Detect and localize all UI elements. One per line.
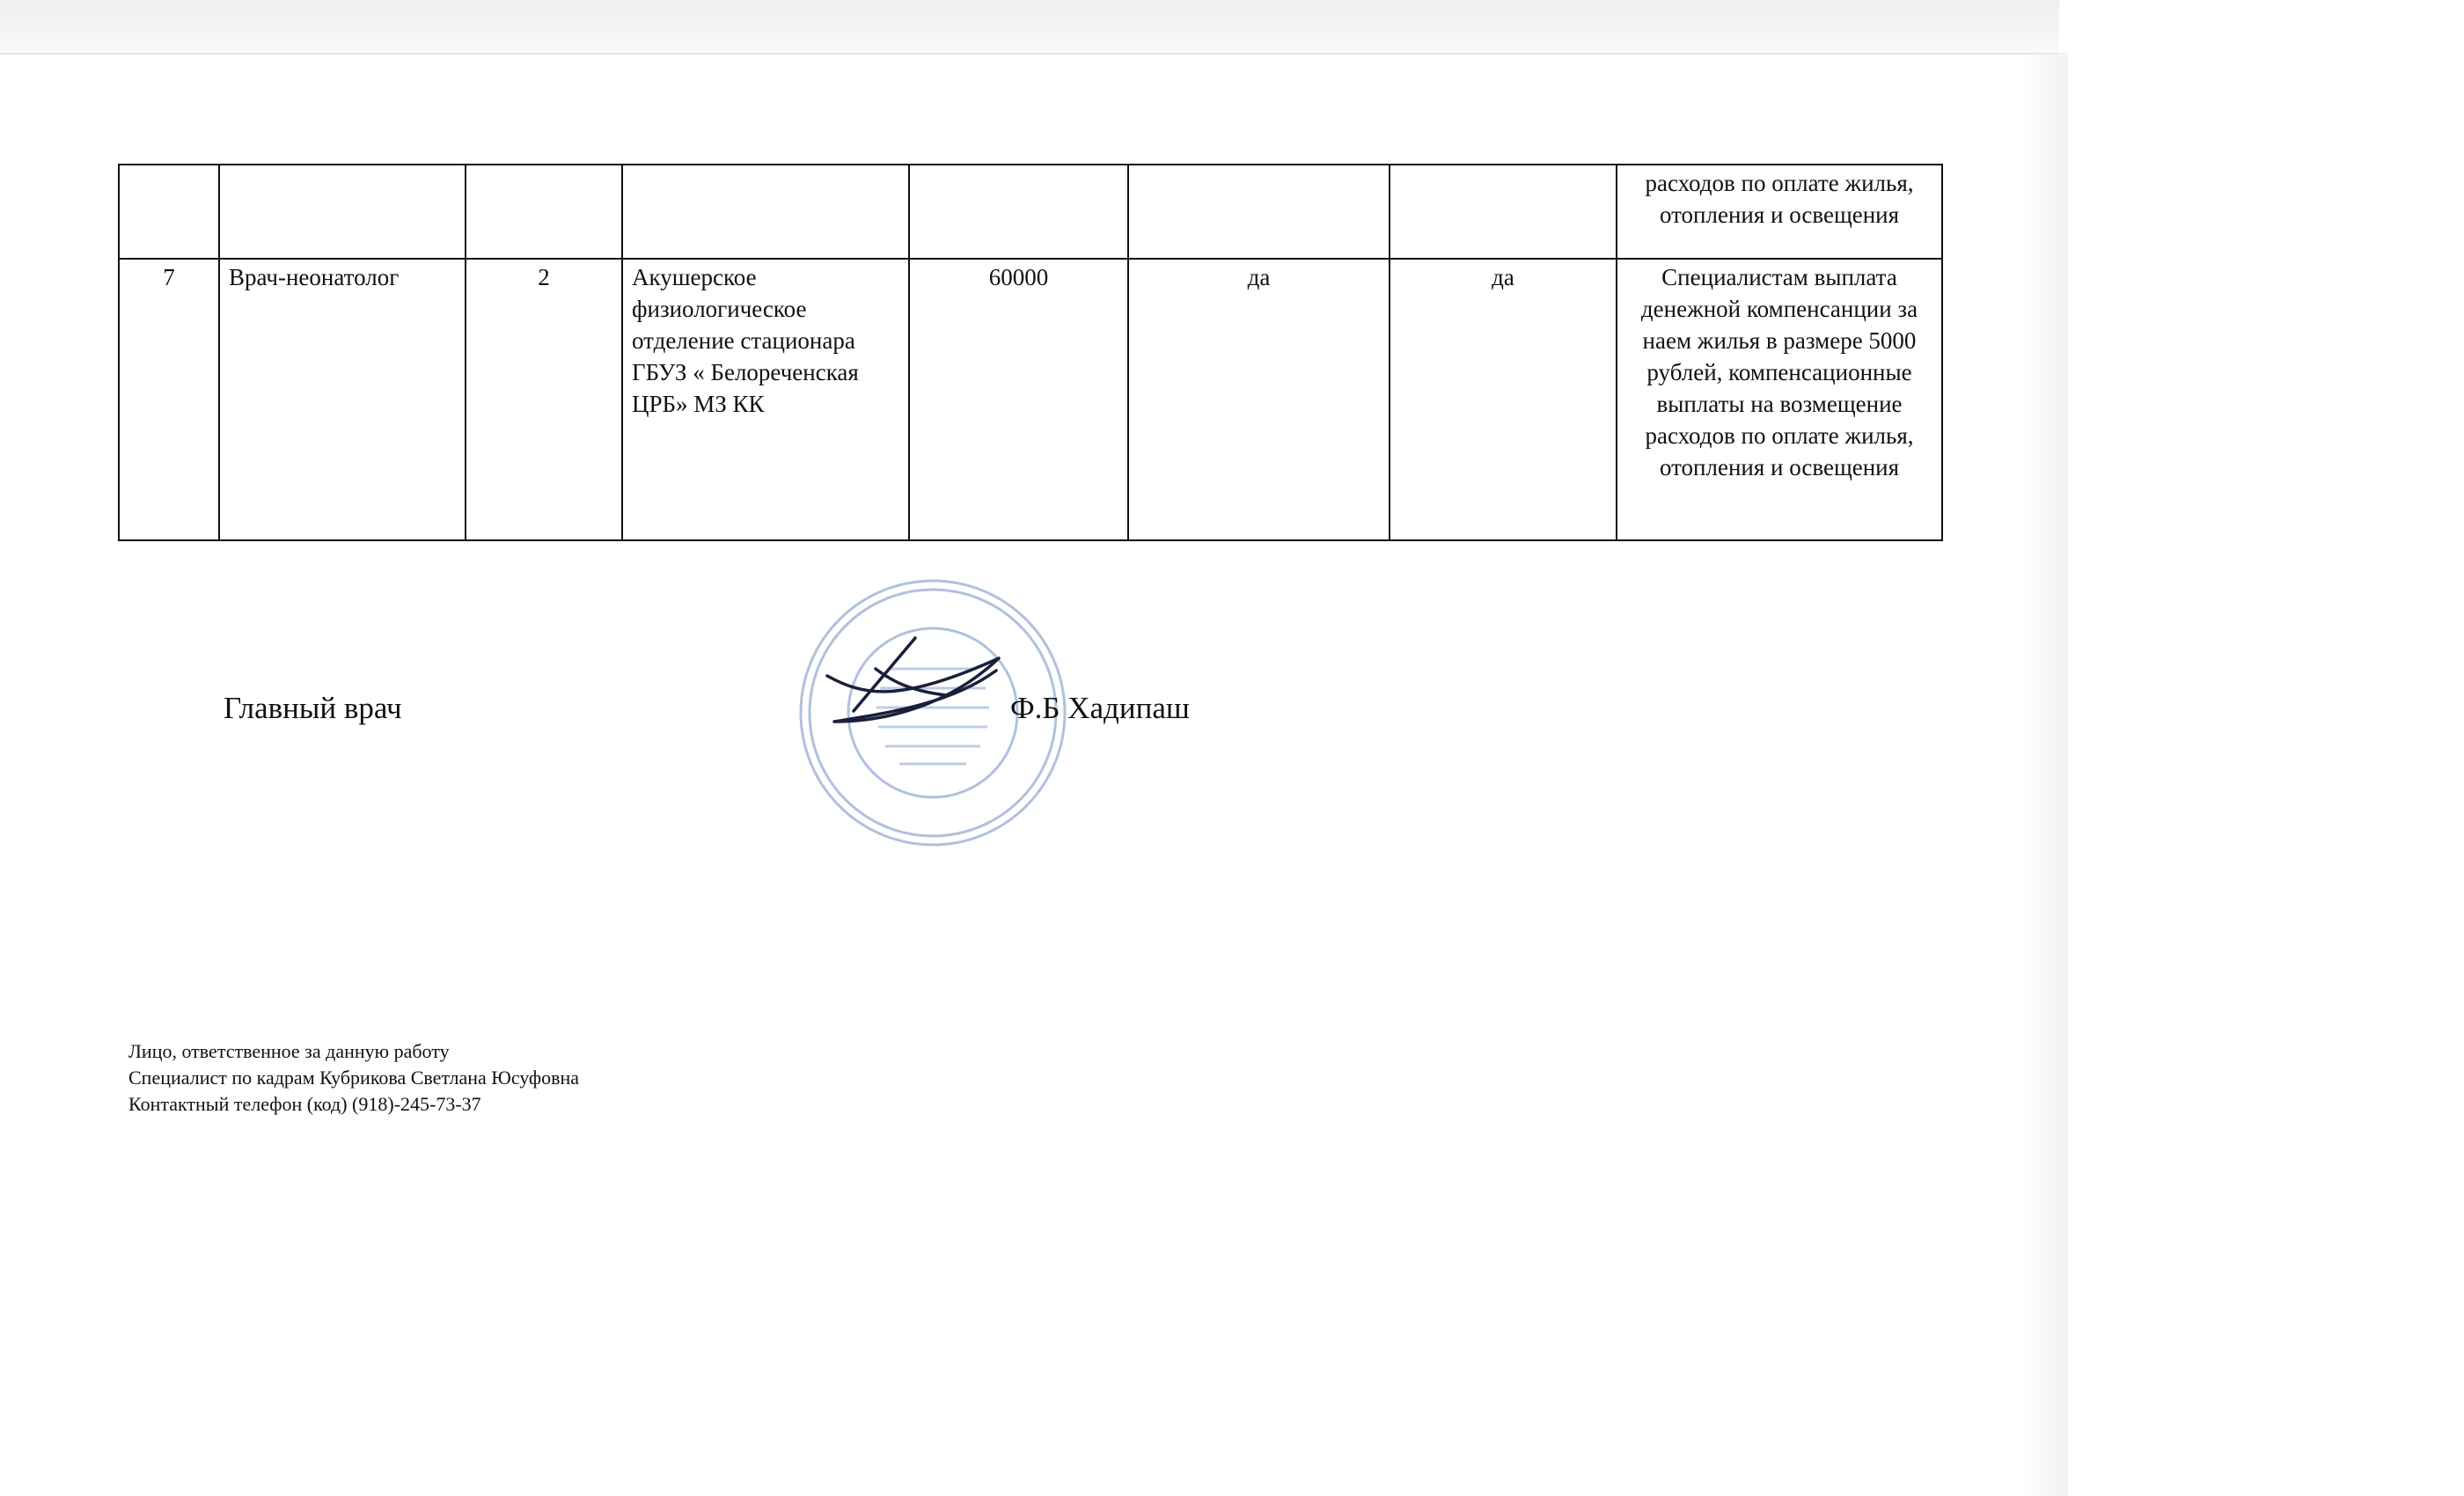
seal-inner-ring <box>848 628 1017 797</box>
footer-contact <box>128 1038 579 1118</box>
footer-specialist: Специалист по кадрам Кубрикова Светлана Юсуфовна <box>128 1067 580 1089</box>
cell-empty <box>1390 165 1617 259</box>
table-row-continuation <box>119 165 1942 259</box>
scan-top-band <box>0 0 2059 55</box>
cell-department: Акушерское физиологическое отделение стационара ГБУЗ « Белореченская ЦРБ» МЗ КК <box>622 259 909 540</box>
handwritten-signature <box>827 638 999 722</box>
signature-name: Ф.Б Хадипаш <box>1010 691 1190 725</box>
cell-empty <box>119 165 219 259</box>
cell-col7: да <box>1390 259 1617 540</box>
table-row <box>119 259 1942 540</box>
footer-phone: Контактный телефон (код) (918)-245-73-37 <box>128 1093 481 1115</box>
cell-benefits: Специалистам выплата денежной компенсанции за наем жилья в размере 5000 рублей, компенсационные выплаты на возмещение расходов по оплате жилья, отопления и освещения <box>1617 259 1942 540</box>
footer-responsible: Лицо, ответственное за данную работу <box>128 1040 450 1062</box>
cell-empty <box>909 165 1128 259</box>
vacancy-table <box>118 164 1943 541</box>
cell-position: Врач-неонатолог <box>219 259 466 540</box>
cell-quantity: 2 <box>466 259 622 540</box>
cell-col6: да <box>1128 259 1390 540</box>
cell-empty <box>1128 165 1390 259</box>
signature-title: Главный врач <box>224 691 402 725</box>
cell-empty <box>466 165 622 259</box>
cell-number: 7 <box>119 259 219 540</box>
scan-right-shade <box>2024 53 2068 1496</box>
cell-benefits-continuation: расходов по оплате жилья, отопления и освещения <box>1617 165 1942 259</box>
cell-empty <box>219 165 466 259</box>
cell-salary: 60000 <box>909 259 1128 540</box>
cell-empty <box>622 165 909 259</box>
